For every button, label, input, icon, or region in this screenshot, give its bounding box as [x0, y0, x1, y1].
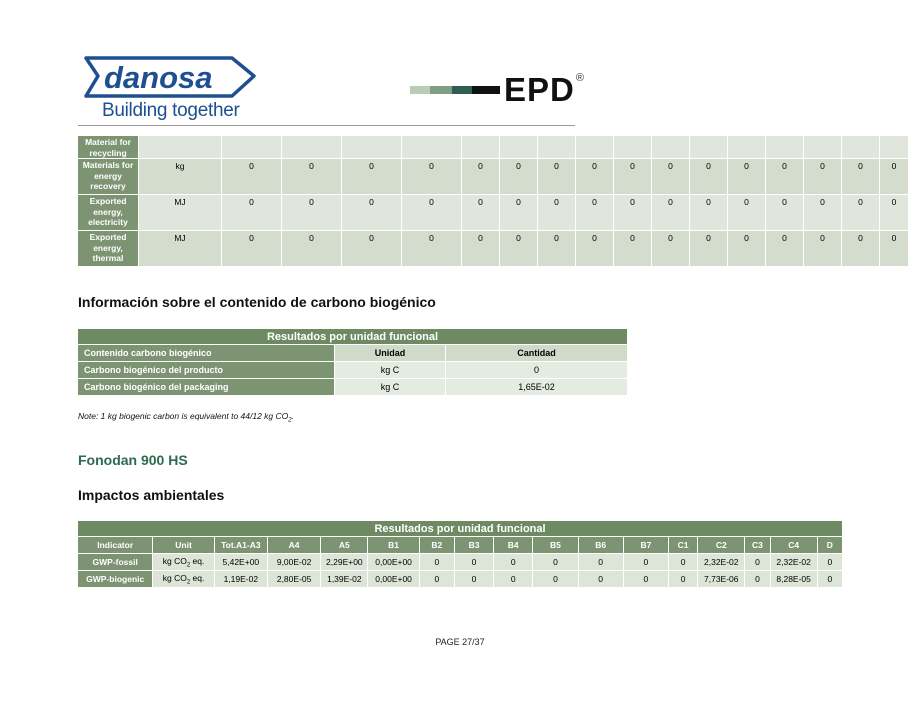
row-value: 0: [342, 159, 401, 194]
row-value: 0: [690, 231, 727, 266]
row-value: 0: [576, 231, 613, 266]
row-value: 0: [614, 231, 651, 266]
logo-wordmark: danosa: [104, 60, 213, 95]
row-value: 7,73E-06: [698, 571, 744, 587]
row-value: 0: [538, 231, 575, 266]
row-label: Exported energy, thermal: [78, 231, 138, 266]
row-value: 0: [880, 159, 908, 194]
column-header: C4: [771, 537, 817, 553]
row-value: 0: [462, 159, 499, 194]
row-value: [462, 136, 499, 158]
row-value: 0: [766, 159, 803, 194]
row-value: 0: [222, 159, 281, 194]
registered-mark: ®: [575, 72, 584, 84]
unit-text: eq.: [190, 572, 205, 583]
row-value: 0: [842, 195, 879, 230]
row-value: [880, 136, 908, 158]
row-value: 0: [455, 571, 493, 587]
row-value: 0: [728, 231, 765, 266]
column-header: Indicator: [78, 537, 152, 553]
row-label: Carbono biogénico del producto: [78, 362, 334, 378]
unit-text: eq.: [190, 555, 205, 566]
row-value: [614, 136, 651, 158]
row-value: 0: [669, 554, 697, 570]
column-header-quantity: Cantidad: [446, 345, 627, 361]
epd-wordmark: EPD: [504, 71, 575, 108]
row-label: Material for recycling: [78, 136, 138, 158]
row-value: 0: [614, 159, 651, 194]
row-value: [728, 136, 765, 158]
column-header: B2: [420, 537, 454, 553]
row-value: 0: [576, 195, 613, 230]
row-value: 0: [533, 571, 577, 587]
biogenic-note: Note: 1 kg biogenic carbon is equivalent to 44/12 kg $CO_2$.: [78, 411, 294, 424]
epd-bar-light: [410, 86, 430, 94]
row-value: 0: [745, 554, 769, 570]
row-indicator: GWP-biogenic: [78, 571, 152, 587]
row-value: 0: [669, 571, 697, 587]
column-header-unit: Unidad: [335, 345, 445, 361]
row-unit: [153, 571, 213, 587]
row-value: 0: [652, 195, 689, 230]
row-value: 0: [624, 554, 668, 570]
epd-bar-dark-green: [452, 86, 472, 94]
row-value: 0: [500, 231, 537, 266]
row-value: 0: [690, 159, 727, 194]
column-header: C3: [745, 537, 769, 553]
column-header: B1: [368, 537, 418, 553]
row-value: 0: [402, 159, 461, 194]
header-divider: [78, 125, 575, 126]
row-unit: [153, 554, 213, 570]
row-value: [342, 136, 401, 158]
row-value: [282, 136, 341, 158]
biogenic-carbon-table: [77, 328, 628, 396]
row-value: 0: [576, 159, 613, 194]
row-value: 0: [538, 159, 575, 194]
page-number: PAGE 27/37: [435, 637, 485, 647]
row-value: 2,29E+00: [321, 554, 367, 570]
row-value: 0: [402, 231, 461, 266]
row-value: 0: [533, 554, 577, 570]
row-value: 0: [420, 554, 454, 570]
epd-bar-mid: [430, 86, 452, 94]
environmental-impacts-heading: Impactos ambientales: [78, 487, 225, 503]
unit-subscript: 2: [186, 562, 191, 569]
row-value: 0: [728, 195, 765, 230]
row-value: 0: [652, 231, 689, 266]
column-header: B3: [455, 537, 493, 553]
table-row: [78, 159, 908, 194]
column-header: C2: [698, 537, 744, 553]
row-label: Exported energy, electricity: [78, 195, 138, 230]
brand-tagline: Building together: [102, 100, 240, 121]
row-value: 0: [402, 195, 461, 230]
row-value: 0: [342, 231, 401, 266]
column-header: D: [818, 537, 842, 553]
table-row: [78, 379, 627, 395]
row-value: 0: [500, 159, 537, 194]
epd-logo: [410, 73, 584, 107]
row-value: 0: [222, 195, 281, 230]
column-header: B7: [624, 537, 668, 553]
row-value: 2,80E-05: [268, 571, 320, 587]
row-value: 0: [222, 231, 281, 266]
row-value: 1,19E-02: [215, 571, 267, 587]
column-header: C1: [669, 537, 697, 553]
row-value: 0: [420, 571, 454, 587]
row-value: [766, 136, 803, 158]
row-value: 0: [624, 571, 668, 587]
row-value: 0: [282, 231, 341, 266]
row-value: 0: [500, 195, 537, 230]
row-value: 0: [446, 362, 627, 378]
unit-text: kg CO: [162, 555, 187, 566]
row-value: 0: [804, 159, 841, 194]
row-unit: [139, 136, 221, 158]
table-row: [78, 195, 908, 230]
row-value: 8,28E-05: [771, 571, 817, 587]
row-value: [402, 136, 461, 158]
row-value: 0: [690, 195, 727, 230]
row-value: 0: [842, 231, 879, 266]
table-row: [78, 136, 908, 158]
row-value: 0: [579, 571, 623, 587]
row-value: 0: [494, 554, 532, 570]
row-value: 0: [652, 159, 689, 194]
row-value: 0: [614, 195, 651, 230]
row-value: 1,65E-02: [446, 379, 627, 395]
row-value: 0: [579, 554, 623, 570]
product-name: Fonodan 900 HS: [78, 452, 188, 468]
row-value: [652, 136, 689, 158]
row-value: 0: [462, 231, 499, 266]
column-header: Unit: [153, 537, 213, 553]
epd-bar-black: [472, 86, 500, 94]
row-value: 0: [494, 571, 532, 587]
row-value: [690, 136, 727, 158]
row-unit: kg C: [335, 379, 445, 395]
row-value: 0: [538, 195, 575, 230]
column-header-content: Contenido carbono biogénico: [78, 345, 334, 361]
indicators-continuation-table: [77, 135, 909, 267]
row-label: Carbono biogénico del packaging: [78, 379, 334, 395]
table-title: Resultados por unidad funcional: [78, 521, 842, 536]
row-value: [538, 136, 575, 158]
column-header: B6: [579, 537, 623, 553]
row-value: 0: [766, 231, 803, 266]
row-value: 0: [842, 159, 879, 194]
row-value: [842, 136, 879, 158]
row-value: 0,00E+00: [368, 554, 418, 570]
biogenic-carbon-heading: Información sobre el contenido de carbono biogénico: [78, 294, 436, 310]
row-value: 1,39E-02: [321, 571, 367, 587]
table-title: Resultados por unidad funcional: [78, 329, 627, 344]
row-value: 0: [880, 195, 908, 230]
row-value: [576, 136, 613, 158]
environmental-impacts-table: [77, 520, 843, 588]
row-value: 2,32E-02: [771, 554, 817, 570]
table-row: [78, 231, 908, 266]
column-header: Tot.A1-A3: [215, 537, 267, 553]
row-value: 0: [880, 231, 908, 266]
table-row: [78, 554, 842, 570]
row-unit: kg C: [335, 362, 445, 378]
row-label: Materials for energy recovery: [78, 159, 138, 194]
row-value: 0: [766, 195, 803, 230]
row-value: 0: [282, 195, 341, 230]
row-value: 0: [462, 195, 499, 230]
row-value: 0: [804, 195, 841, 230]
table-row: [78, 362, 627, 378]
row-unit: MJ: [139, 195, 221, 230]
row-value: 0: [804, 231, 841, 266]
column-header: A5: [321, 537, 367, 553]
row-value: 0: [455, 554, 493, 570]
row-value: [804, 136, 841, 158]
row-value: 0,00E+00: [368, 571, 418, 587]
table-row: [78, 571, 842, 587]
row-unit: kg: [139, 159, 221, 194]
column-header: B4: [494, 537, 532, 553]
row-value: [222, 136, 281, 158]
row-value: 0: [818, 554, 842, 570]
row-indicator: GWP-fossil: [78, 554, 152, 570]
row-value: 0: [728, 159, 765, 194]
column-header: B5: [533, 537, 577, 553]
row-value: 0: [818, 571, 842, 587]
row-value: 9,00E-02: [268, 554, 320, 570]
row-value: 5,42E+00: [215, 554, 267, 570]
unit-text: kg CO: [162, 572, 187, 583]
row-value: 0: [745, 571, 769, 587]
row-value: 0: [342, 195, 401, 230]
column-header: A4: [268, 537, 320, 553]
row-value: [500, 136, 537, 158]
unit-subscript: 2: [186, 579, 191, 586]
row-unit: MJ: [139, 231, 221, 266]
row-value: 0: [282, 159, 341, 194]
row-value: 2,32E-02: [698, 554, 744, 570]
